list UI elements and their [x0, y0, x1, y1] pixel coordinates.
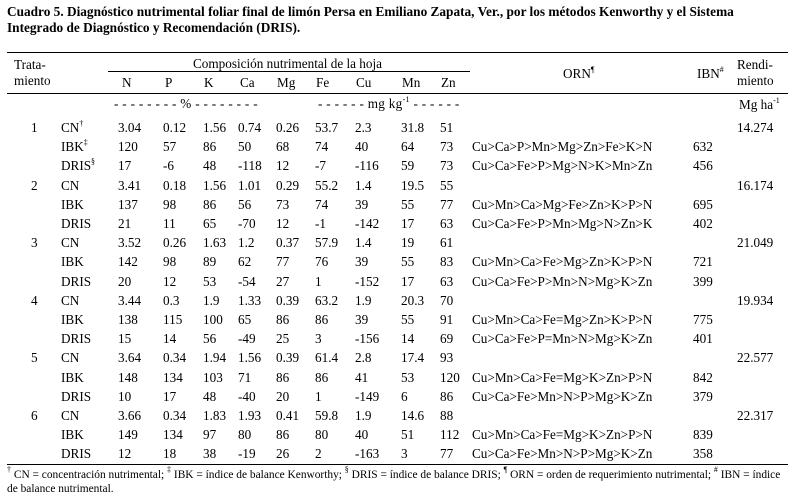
cell-fe: 76 — [315, 254, 329, 269]
cell-type-label: DRIS — [61, 446, 92, 461]
cell-mn: 55 — [401, 254, 415, 269]
cell-n: 3.04 — [118, 120, 142, 135]
cell-fe: 61.4 — [315, 350, 339, 365]
cell-k: 56 — [203, 331, 217, 346]
cell-type — [61, 331, 91, 346]
cell-mg: 73 — [276, 197, 290, 212]
table-row — [0, 312, 793, 329]
table-caption: Cuadro 5. Diagnóstico nutrimental foliar final de limón Persa en Emiliano Zapata, Ver., por los métodos Kenworthy y el Sistema Integrado de Diagnóstico y Recomendación (DRIS). — [7, 4, 734, 35]
cell-mg: 12 — [276, 158, 290, 173]
cell-mn: 3 — [401, 446, 408, 461]
footnote-cn: CN = concentración nutrimental; — [11, 469, 168, 481]
header-nutrient-p: P — [165, 75, 173, 90]
cell-orn: Cu>Ca>Fe>Mn>N>P>Mg>K>Zn — [472, 389, 653, 404]
table-row — [0, 178, 793, 195]
cell-cu: 1.4 — [355, 178, 372, 193]
cell-p: 17 — [163, 389, 177, 404]
cell-fe: 2 — [315, 446, 322, 461]
cell-rendimiento: 14.274 — [737, 120, 774, 135]
footnote-dris: DRIS = índice de balance DRIS; — [348, 469, 504, 481]
cell-p: -6 — [163, 158, 174, 173]
cell-type — [61, 312, 84, 327]
cell-mn: 51 — [401, 427, 415, 442]
orn-sup: ¶ — [590, 64, 595, 74]
cell-p: 0.34 — [163, 408, 187, 423]
cell-mn: 17 — [401, 216, 415, 231]
units-yield-label: Mg ha — [739, 97, 774, 112]
cell-tratamiento: 1 — [31, 120, 38, 135]
cell-k: 48 — [203, 158, 217, 173]
cell-k: 86 — [203, 197, 217, 212]
cell-ibn: 839 — [693, 427, 713, 442]
cell-type — [61, 216, 91, 231]
cell-p: 98 — [163, 197, 177, 212]
cell-ibn: 775 — [693, 312, 713, 327]
cell-cu: -142 — [355, 216, 380, 231]
cell-type — [61, 370, 84, 385]
cell-fe: 86 — [315, 312, 329, 327]
cell-zn: 77 — [440, 197, 454, 212]
cell-p: 115 — [163, 312, 183, 327]
cell-mn: 6 — [401, 389, 408, 404]
cell-p: 0.12 — [163, 120, 187, 135]
cell-ca: 1.33 — [238, 293, 262, 308]
cell-type-label: CN — [61, 178, 80, 193]
cell-rendimiento: 16.174 — [737, 178, 774, 193]
cell-orn: Cu>Mn>Ca>Fe=Mg>K>Zn>P>N — [472, 427, 653, 442]
cell-fe: 86 — [315, 370, 329, 385]
cell-n: 15 — [118, 331, 132, 346]
cell-ibn: 402 — [693, 216, 713, 231]
cell-n: 137 — [118, 197, 138, 212]
units-yield-sup: -1 — [773, 95, 780, 105]
cell-ibn: 456 — [693, 158, 713, 173]
cell-type-label: CN — [61, 350, 80, 365]
cell-ca: -70 — [238, 216, 256, 231]
cell-n: 3.44 — [118, 293, 142, 308]
table-row — [0, 331, 793, 348]
header-rendimiento-2: miento — [737, 73, 774, 88]
cell-p: 98 — [163, 254, 177, 269]
cell-mn: 14.6 — [401, 408, 425, 423]
table-row — [0, 370, 793, 387]
cell-p: 14 — [163, 331, 177, 346]
cell-type-label: IBK — [61, 197, 84, 212]
footnote-sym-ibk: ‡ — [167, 465, 172, 475]
cell-rendimiento: 21.049 — [737, 235, 774, 250]
cell-mn: 19.5 — [401, 178, 425, 193]
cell-p: 0.34 — [163, 350, 187, 365]
cell-cu: 41 — [355, 370, 369, 385]
cell-type-label: DRIS — [61, 158, 92, 173]
cell-ca: 71 — [238, 370, 252, 385]
footnote-sym-ibn: # — [713, 465, 718, 475]
cell-cu: 2.8 — [355, 350, 372, 365]
header-rule — [7, 93, 788, 94]
cell-n: 10 — [118, 389, 132, 404]
units-mg-label: - - - - - - mg kg — [318, 96, 403, 111]
cell-mg: 86 — [276, 312, 290, 327]
cell-type-label: IBK — [61, 254, 84, 269]
table-row — [0, 120, 793, 137]
cell-orn: Cu>Mn>Ca>Fe=Mg>Zn>K>P>N — [472, 312, 653, 327]
cell-p: 11 — [163, 216, 176, 231]
cell-p: 0.3 — [163, 293, 180, 308]
cell-type — [61, 427, 84, 442]
cell-type-label: CN — [61, 408, 80, 423]
cell-type — [61, 274, 91, 289]
cell-orn: Cu>Ca>Fe>P=Mn>N>Mg>K>Zn — [472, 331, 653, 346]
cell-type-label: DRIS — [61, 389, 92, 404]
cell-fe: 3 — [315, 331, 322, 346]
cell-type — [61, 235, 79, 250]
cell-type-label: DRIS — [61, 331, 92, 346]
table-row — [0, 446, 793, 463]
cell-mn: 55 — [401, 197, 415, 212]
cell-ca: 0.74 — [238, 120, 262, 135]
header-nutrient-zn: Zn — [441, 75, 456, 90]
cell-zn: 86 — [440, 389, 454, 404]
cell-cu: -152 — [355, 274, 380, 289]
cell-p: 134 — [163, 427, 183, 442]
cell-k: 65 — [203, 216, 217, 231]
cell-tratamiento: 4 — [31, 293, 38, 308]
cell-n: 149 — [118, 427, 138, 442]
cell-type — [61, 350, 79, 365]
cell-k: 103 — [203, 370, 223, 385]
cell-p: 12 — [163, 274, 177, 289]
cell-fe: 80 — [315, 427, 329, 442]
cell-fe: 59.8 — [315, 408, 339, 423]
cell-zn: 69 — [440, 331, 454, 346]
cell-zn: 55 — [440, 178, 454, 193]
cell-n: 3.41 — [118, 178, 142, 193]
cell-tratamiento: 5 — [31, 350, 38, 365]
cell-zn: 88 — [440, 408, 454, 423]
table-row — [0, 235, 793, 252]
cell-mg: 20 — [276, 389, 290, 404]
cell-mn: 14 — [401, 331, 415, 346]
cell-fe: 63.2 — [315, 293, 339, 308]
cell-mg: 77 — [276, 254, 290, 269]
table-row — [0, 350, 793, 367]
cell-mg: 0.41 — [276, 408, 300, 423]
cell-orn: Cu>Mn>Ca>Fe=Mg>K>Zn>P>N — [472, 370, 653, 385]
cell-type — [61, 120, 83, 135]
header-tratamiento-2: miento — [14, 73, 51, 88]
footnote-sym-orn: ¶ — [503, 465, 508, 475]
cell-ca: 50 — [238, 139, 252, 154]
cell-cu: -163 — [355, 446, 380, 461]
cell-ca: 1.01 — [238, 178, 262, 193]
cell-fe: 55.2 — [315, 178, 339, 193]
cell-ca: -54 — [238, 274, 256, 289]
cell-mg: 86 — [276, 427, 290, 442]
header-nutrient-n: N — [122, 75, 132, 90]
cell-cu: 40 — [355, 139, 369, 154]
footnote-orn: ORN = orden de requerimiento nutrimental; — [507, 469, 714, 481]
cell-n: 3.64 — [118, 350, 142, 365]
cell-ibn: 721 — [693, 254, 713, 269]
cell-rendimiento: 22.317 — [737, 408, 774, 423]
cell-orn: Cu>Ca>Fe>P>Mn>N>Mg>K>Zn — [472, 274, 653, 289]
cell-mn: 17 — [401, 274, 415, 289]
cell-cu: 1.9 — [355, 408, 372, 423]
header-nutrient-k: K — [204, 75, 214, 90]
table-row — [0, 274, 793, 291]
cell-ibn: 842 — [693, 370, 713, 385]
orn-label: ORN — [563, 66, 591, 81]
cell-ca: 1.56 — [238, 350, 262, 365]
cell-type-sup: † — [79, 118, 84, 128]
cell-type-sup: ‡ — [83, 137, 88, 147]
table-row — [0, 216, 793, 233]
cell-orn: Cu>Mn>Ca>Mg>Fe>Zn>K>P>N — [472, 197, 653, 212]
ibn-sup: # — [719, 64, 724, 74]
cell-ca: 62 — [238, 254, 252, 269]
cell-tratamiento: 3 — [31, 235, 38, 250]
cell-mn: 31.8 — [401, 120, 425, 135]
units-percent: - - - - - - - - % - - - - - - - - — [114, 96, 258, 111]
cell-p: 0.26 — [163, 235, 187, 250]
cell-type-label: IBK — [61, 427, 84, 442]
cell-n: 17 — [118, 158, 132, 173]
cell-rendimiento: 22.577 — [737, 350, 774, 365]
cell-k: 86 — [203, 139, 217, 154]
cell-fe: -7 — [315, 158, 326, 173]
cell-ca: 1.2 — [238, 235, 255, 250]
cell-type-label: CN — [61, 293, 80, 308]
header-orn — [563, 66, 594, 81]
cell-p: 18 — [163, 446, 177, 461]
cell-zn: 77 — [440, 446, 454, 461]
cell-mn: 64 — [401, 139, 415, 154]
header-nutrient-mg: Mg — [277, 75, 296, 90]
header-tratamiento-1: Trata- — [14, 57, 46, 72]
cell-ca: 65 — [238, 312, 252, 327]
units-mg-dashes: - - - - - - — [413, 96, 460, 111]
cell-type — [61, 408, 79, 423]
table-row — [0, 408, 793, 425]
cell-zn: 61 — [440, 235, 454, 250]
cell-mg: 0.29 — [276, 178, 300, 193]
cell-mg: 0.39 — [276, 293, 300, 308]
cell-ibn: 632 — [693, 139, 713, 154]
cell-orn: Cu>Ca>P>Mn>Mg>Zn>Fe>K>N — [472, 139, 653, 154]
cell-type-label: IBK — [61, 139, 84, 154]
cell-mg: 12 — [276, 216, 290, 231]
cell-cu: 1.4 — [355, 235, 372, 250]
cell-cu: 39 — [355, 312, 369, 327]
cell-type-label: DRIS — [61, 274, 92, 289]
cell-cu: -116 — [355, 158, 379, 173]
cell-cu: -149 — [355, 389, 380, 404]
cell-zn: 63 — [440, 274, 454, 289]
cell-orn: Cu>Ca>Fe>P>Mg>N>K>Mn>Zn — [472, 158, 653, 173]
cell-type-sup: § — [91, 156, 96, 166]
cell-zn: 91 — [440, 312, 454, 327]
cell-ca: -49 — [238, 331, 256, 346]
cell-k: 1.9 — [203, 293, 220, 308]
cell-type-label: IBK — [61, 370, 84, 385]
cell-cu: 2.3 — [355, 120, 372, 135]
cell-p: 134 — [163, 370, 183, 385]
cell-type — [61, 293, 79, 308]
cell-k: 89 — [203, 254, 217, 269]
cell-n: 21 — [118, 216, 132, 231]
cell-zn: 120 — [440, 370, 460, 385]
cell-mg: 0.37 — [276, 235, 300, 250]
cell-ibn: 399 — [693, 274, 713, 289]
cell-zn: 112 — [440, 427, 460, 442]
cell-orn: Cu>Mn>Ca>Fe>Mg>Zn>K>P>N — [472, 254, 653, 269]
table-row — [0, 293, 793, 310]
cell-fe: 57.9 — [315, 235, 339, 250]
cell-mg: 86 — [276, 370, 290, 385]
cell-k: 38 — [203, 446, 217, 461]
cell-type-label: DRIS — [61, 216, 92, 231]
cell-ibn: 401 — [693, 331, 713, 346]
cell-zn: 73 — [440, 139, 454, 154]
cell-n: 120 — [118, 139, 138, 154]
table-row — [0, 158, 793, 175]
units-yield — [739, 97, 780, 112]
cell-n: 138 — [118, 312, 138, 327]
cell-mn: 55 — [401, 312, 415, 327]
cell-cu: -156 — [355, 331, 380, 346]
cell-ca: -118 — [238, 158, 262, 173]
cell-type-label: CN — [61, 235, 80, 250]
table-row — [0, 139, 793, 156]
cell-type — [61, 389, 91, 404]
cell-ca: 80 — [238, 427, 252, 442]
cell-rendimiento: 19.934 — [737, 293, 774, 308]
cell-mn: 19 — [401, 235, 415, 250]
footnote-ibk: IBK = índice de balance Kenworthy; — [171, 469, 345, 481]
cell-zn: 70 — [440, 293, 454, 308]
header-nutrient-mn: Mn — [402, 75, 421, 90]
cell-ca: -40 — [238, 389, 256, 404]
cell-k: 1.83 — [203, 408, 227, 423]
cell-type — [61, 158, 95, 173]
header-composicion: Composición nutrimental de la hoja — [193, 56, 382, 71]
cell-type-label: CN — [61, 120, 80, 135]
cell-k: 100 — [203, 312, 223, 327]
cell-k: 1.94 — [203, 350, 227, 365]
cell-n: 3.52 — [118, 235, 142, 250]
cell-ibn: 358 — [693, 446, 713, 461]
header-nutrient-ca: Ca — [240, 75, 255, 90]
table-row — [0, 254, 793, 271]
cell-n: 12 — [118, 446, 132, 461]
cell-cu: 39 — [355, 254, 369, 269]
cell-type — [61, 178, 79, 193]
cell-k: 48 — [203, 389, 217, 404]
cell-ca: -19 — [238, 446, 256, 461]
cell-k: 1.56 — [203, 120, 227, 135]
cell-k: 53 — [203, 274, 217, 289]
header-rendimiento-1: Rendi- — [737, 57, 773, 72]
cell-cu: 39 — [355, 197, 369, 212]
bottom-rule — [7, 464, 788, 465]
cell-fe: 53.7 — [315, 120, 339, 135]
ibn-label: IBN — [697, 66, 720, 81]
cell-p: 57 — [163, 139, 177, 154]
units-mg — [318, 96, 460, 111]
cell-orn: Cu>Ca>Fe>Mn>N>P>Mg>K>Zn — [472, 446, 653, 461]
cell-fe: -1 — [315, 216, 326, 231]
cell-mg: 0.26 — [276, 120, 300, 135]
header-nutrient-cu: Cu — [356, 75, 372, 90]
footnote-sym-cn: † — [7, 465, 11, 475]
cell-zn: 73 — [440, 158, 454, 173]
cell-fe: 1 — [315, 389, 322, 404]
cell-n: 142 — [118, 254, 138, 269]
cell-ca: 56 — [238, 197, 252, 212]
composicion-underline — [108, 71, 470, 72]
cell-fe: 74 — [315, 197, 329, 212]
units-mg-sup: -1 — [402, 94, 410, 104]
cell-type — [61, 139, 88, 154]
cell-mg: 26 — [276, 446, 290, 461]
header-nutrient-fe: Fe — [316, 75, 330, 90]
cell-cu: 40 — [355, 427, 369, 442]
cell-p: 0.18 — [163, 178, 187, 193]
table-row — [0, 197, 793, 214]
cell-fe: 1 — [315, 274, 322, 289]
cell-mg: 25 — [276, 331, 290, 346]
cell-zn: 51 — [440, 120, 454, 135]
cell-mg: 68 — [276, 139, 290, 154]
cell-ibn: 379 — [693, 389, 713, 404]
cell-zn: 63 — [440, 216, 454, 231]
footnote-sym-dris: § — [344, 465, 349, 475]
cell-zn: 93 — [440, 350, 454, 365]
cell-cu: 1.9 — [355, 293, 372, 308]
table-row — [0, 427, 793, 444]
cell-mg: 0.39 — [276, 350, 300, 365]
cell-ibn: 695 — [693, 197, 713, 212]
footnote-ibn: IBN = índice de balance nutrimental. — [7, 469, 781, 495]
cell-orn: Cu>Ca>Fe>P>Mn>Mg>N>Zn>K — [472, 216, 653, 231]
cell-n: 3.66 — [118, 408, 142, 423]
cell-k: 1.63 — [203, 235, 227, 250]
cell-k: 97 — [203, 427, 217, 442]
top-rule — [7, 52, 788, 53]
cell-type — [61, 197, 84, 212]
cell-fe: 74 — [315, 139, 329, 154]
cell-mn: 53 — [401, 370, 415, 385]
cell-type — [61, 254, 84, 269]
cell-ca: 1.93 — [238, 408, 262, 423]
cell-n: 20 — [118, 274, 132, 289]
cell-mg: 27 — [276, 274, 290, 289]
table-row — [0, 389, 793, 406]
cell-mn: 20.3 — [401, 293, 425, 308]
cell-type-label: IBK — [61, 312, 84, 327]
cell-mn: 17.4 — [401, 350, 425, 365]
cell-mn: 59 — [401, 158, 415, 173]
cell-k: 1.56 — [203, 178, 227, 193]
cell-zn: 83 — [440, 254, 454, 269]
header-ibn — [697, 66, 724, 81]
cell-n: 148 — [118, 370, 138, 385]
cell-type — [61, 446, 91, 461]
footnote — [7, 465, 792, 496]
cell-tratamiento: 2 — [31, 178, 38, 193]
cell-tratamiento: 6 — [31, 408, 38, 423]
